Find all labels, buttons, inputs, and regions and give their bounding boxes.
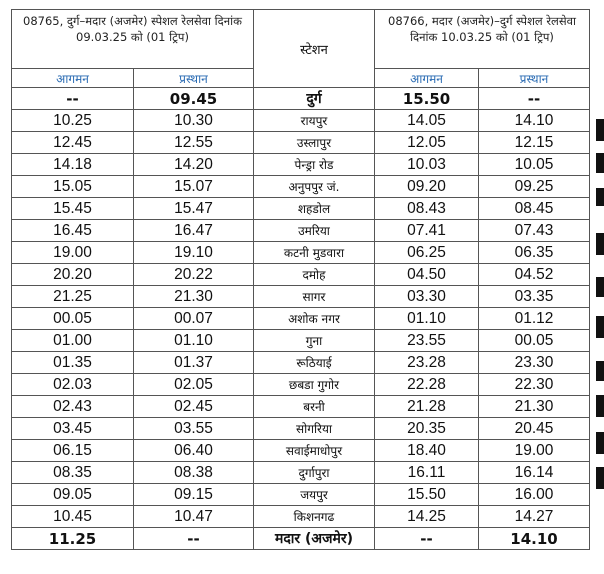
table-row <box>12 484 590 506</box>
right-arrival-cell: 23.28 <box>375 352 479 374</box>
right-arrival-cell: 06.25 <box>375 242 479 264</box>
table-row <box>12 506 590 528</box>
left-arrival-cell: 15.05 <box>12 176 134 198</box>
right-departure-cell: 06.35 <box>479 242 590 264</box>
left-departure-cell: 02.05 <box>134 374 254 396</box>
left-departure-cell: 01.37 <box>134 352 254 374</box>
left-departure-cell: 02.45 <box>134 396 254 418</box>
station-cell: सागर <box>254 286 375 308</box>
left-departure-cell: 15.47 <box>134 198 254 220</box>
left-arrival-header: आगमन <box>12 69 134 88</box>
right-departure-cell: 12.15 <box>479 132 590 154</box>
right-arrival-cell: 21.28 <box>375 396 479 418</box>
right-arrival-cell: -- <box>375 528 479 550</box>
table-row <box>12 308 590 330</box>
table-row <box>12 176 590 198</box>
header-row <box>12 10 590 69</box>
table-row <box>12 88 590 110</box>
left-departure-cell: 14.20 <box>134 154 254 176</box>
station-cell: दुर्ग <box>254 88 375 110</box>
cropped-edge-text <box>596 0 604 574</box>
station-cell: रूठियाई <box>254 352 375 374</box>
right-departure-cell: 14.10 <box>479 528 590 550</box>
left-departure-cell: 10.30 <box>134 110 254 132</box>
station-cell: किशनगढ <box>254 506 375 528</box>
left-train-title: 08765, दुर्ग–मदार (अजमेर) स्पेशल रेलसेवा दिनांक 09.03.25 को (01 ट्रिप) <box>12 10 254 69</box>
left-arrival-cell: 02.43 <box>12 396 134 418</box>
right-arrival-cell: 20.35 <box>375 418 479 440</box>
left-arrival-cell: 19.00 <box>12 242 134 264</box>
station-cell: मदार (अजमेर) <box>254 528 375 550</box>
right-arrival-cell: 16.11 <box>375 462 479 484</box>
left-arrival-cell: 21.25 <box>12 286 134 308</box>
left-departure-cell: 12.55 <box>134 132 254 154</box>
station-cell: कटनी मुडवारा <box>254 242 375 264</box>
right-departure-cell: 19.00 <box>479 440 590 462</box>
right-departure-cell: 22.30 <box>479 374 590 396</box>
table-row <box>12 198 590 220</box>
station-cell: छबडा गुगोर <box>254 374 375 396</box>
station-cell: सवाईमाधोपुर <box>254 440 375 462</box>
right-departure-header: प्रस्थान <box>479 69 590 88</box>
right-arrival-cell: 03.30 <box>375 286 479 308</box>
right-departure-cell: 10.05 <box>479 154 590 176</box>
table-row <box>12 264 590 286</box>
right-arrival-cell: 07.41 <box>375 220 479 242</box>
left-departure-cell: -- <box>134 528 254 550</box>
table-row <box>12 220 590 242</box>
left-departure-cell: 01.10 <box>134 330 254 352</box>
table-row <box>12 286 590 308</box>
left-departure-cell: 00.07 <box>134 308 254 330</box>
right-arrival-cell: 09.20 <box>375 176 479 198</box>
right-arrival-cell: 18.40 <box>375 440 479 462</box>
left-arrival-cell: 12.45 <box>12 132 134 154</box>
right-arrival-cell: 12.05 <box>375 132 479 154</box>
right-departure-cell: 04.52 <box>479 264 590 286</box>
right-departure-cell: 21.30 <box>479 396 590 418</box>
left-departure-cell: 09.45 <box>134 88 254 110</box>
left-arrival-cell: 01.00 <box>12 330 134 352</box>
left-arrival-cell: 08.35 <box>12 462 134 484</box>
left-departure-cell: 03.55 <box>134 418 254 440</box>
table-row <box>12 132 590 154</box>
station-cell: सोगरिया <box>254 418 375 440</box>
left-departure-cell: 16.47 <box>134 220 254 242</box>
left-departure-cell: 06.40 <box>134 440 254 462</box>
right-arrival-header: आगमन <box>375 69 479 88</box>
right-departure-cell: 14.27 <box>479 506 590 528</box>
table-row <box>12 462 590 484</box>
left-arrival-cell: 02.03 <box>12 374 134 396</box>
station-cell: अशोक नगर <box>254 308 375 330</box>
left-arrival-cell: 14.18 <box>12 154 134 176</box>
station-cell: दमोह <box>254 264 375 286</box>
timetable <box>11 9 590 550</box>
left-departure-cell: 21.30 <box>134 286 254 308</box>
left-arrival-cell: 03.45 <box>12 418 134 440</box>
table-row <box>12 528 590 550</box>
left-departure-header: प्रस्थान <box>134 69 254 88</box>
left-departure-cell: 09.15 <box>134 484 254 506</box>
right-departure-cell: 07.43 <box>479 220 590 242</box>
left-arrival-cell: 06.15 <box>12 440 134 462</box>
table-row <box>12 440 590 462</box>
left-departure-cell: 20.22 <box>134 264 254 286</box>
left-departure-cell: 15.07 <box>134 176 254 198</box>
left-arrival-cell: 01.35 <box>12 352 134 374</box>
left-arrival-cell: 16.45 <box>12 220 134 242</box>
left-arrival-cell: 00.05 <box>12 308 134 330</box>
station-cell: शहडोल <box>254 198 375 220</box>
right-arrival-cell: 15.50 <box>375 484 479 506</box>
left-arrival-cell: 11.25 <box>12 528 134 550</box>
right-arrival-cell: 23.55 <box>375 330 479 352</box>
table-row <box>12 418 590 440</box>
table-row <box>12 374 590 396</box>
left-arrival-cell: -- <box>12 88 134 110</box>
right-arrival-cell: 01.10 <box>375 308 479 330</box>
right-departure-cell: 16.00 <box>479 484 590 506</box>
station-cell: गुना <box>254 330 375 352</box>
right-departure-cell: 00.05 <box>479 330 590 352</box>
station-cell: अनुपपुर जं. <box>254 176 375 198</box>
right-train-title: 08766, मदार (अजमेर)–दुर्ग स्पेशल रेलसेवा दिनांक 10.03.25 को (01 ट्रिप) <box>375 10 590 69</box>
station-cell: पेन्ड्रा रोड <box>254 154 375 176</box>
left-departure-cell: 10.47 <box>134 506 254 528</box>
left-arrival-cell: 20.20 <box>12 264 134 286</box>
right-departure-cell: 03.35 <box>479 286 590 308</box>
right-arrival-cell: 22.28 <box>375 374 479 396</box>
station-cell: उस्लापुर <box>254 132 375 154</box>
station-cell: रायपुर <box>254 110 375 132</box>
right-departure-cell: 14.10 <box>479 110 590 132</box>
right-arrival-cell: 08.43 <box>375 198 479 220</box>
right-departure-cell: 08.45 <box>479 198 590 220</box>
left-arrival-cell: 09.05 <box>12 484 134 506</box>
left-arrival-cell: 10.45 <box>12 506 134 528</box>
right-departure-cell: 23.30 <box>479 352 590 374</box>
station-cell: दुर्गापुरा <box>254 462 375 484</box>
left-arrival-cell: 10.25 <box>12 110 134 132</box>
left-arrival-cell: 15.45 <box>12 198 134 220</box>
right-departure-cell: 20.45 <box>479 418 590 440</box>
table-row <box>12 330 590 352</box>
table-row <box>12 110 590 132</box>
table-row <box>12 154 590 176</box>
right-departure-cell: 01.12 <box>479 308 590 330</box>
left-departure-cell: 19.10 <box>134 242 254 264</box>
right-arrival-cell: 14.05 <box>375 110 479 132</box>
right-arrival-cell: 04.50 <box>375 264 479 286</box>
table-row <box>12 242 590 264</box>
table-row <box>12 352 590 374</box>
station-cell: बरनी <box>254 396 375 418</box>
right-departure-cell: -- <box>479 88 590 110</box>
right-departure-cell: 09.25 <box>479 176 590 198</box>
station-cell: उमरिया <box>254 220 375 242</box>
right-departure-cell: 16.14 <box>479 462 590 484</box>
right-arrival-cell: 10.03 <box>375 154 479 176</box>
right-arrival-cell: 14.25 <box>375 506 479 528</box>
left-departure-cell: 08.38 <box>134 462 254 484</box>
right-arrival-cell: 15.50 <box>375 88 479 110</box>
station-header: स्टेशन <box>254 10 375 88</box>
table-row <box>12 396 590 418</box>
station-cell: जयपुर <box>254 484 375 506</box>
